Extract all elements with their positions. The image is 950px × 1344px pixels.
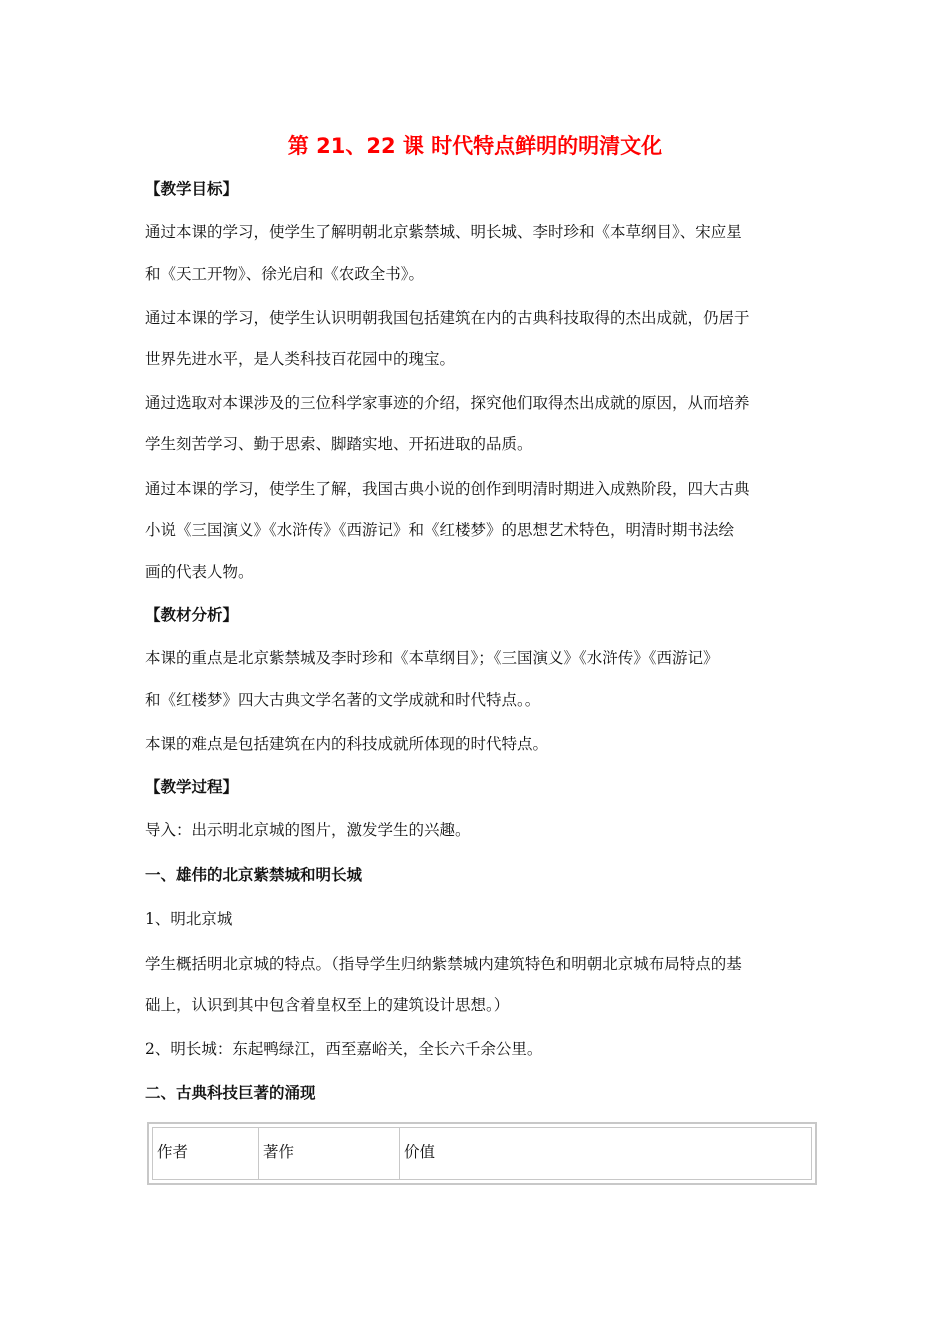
process-heading: 【教学过程】 xyxy=(145,778,239,796)
goals-line: 学生刻苦学习、勤于思索、脚踏实地、开拓进取的品质。 xyxy=(145,435,533,453)
table-header-author: 作者 xyxy=(153,1128,259,1179)
part1-heading: 一、雄伟的北京紫禁城和明长城 xyxy=(145,866,363,884)
part1-line: 础上，认识到其中包含着皇权至上的建筑设计思想。） xyxy=(145,996,510,1014)
analysis-line: 本课的难点是包括建筑在内的科技成就所体现的时代特点。 xyxy=(145,735,549,753)
goals-line: 通过本课的学习，使学生了解明朝北京紫禁城、明长城、李时珍和《本草纲目》、宋应星 xyxy=(145,223,742,241)
works-table xyxy=(147,1122,817,1185)
goals-line: 世界先进水平，是人类科技百花园中的瑰宝。 xyxy=(145,350,456,368)
analysis-heading: 【教材分析】 xyxy=(145,606,239,624)
page-title: 第 21、22 课 时代特点鲜明的明清文化 xyxy=(287,134,663,158)
analysis-line: 和《红楼梦》四大古典文学名著的文学成就和时代特点。。 xyxy=(145,691,541,709)
part1-line: 学生概括明北京城的特点。（指导学生归纳紫禁城内建筑特色和明朝北京城布局特点的基 xyxy=(145,955,742,973)
table-header-row xyxy=(152,1127,812,1180)
analysis-line: 本课的重点是北京紫禁城及李时珍和《本草纲目》；《三国演义》《水浒传》《西游记》 xyxy=(145,649,719,667)
table-header-value: 价值 xyxy=(404,1143,436,1161)
goals-line: 通过选取对本课涉及的三位科学家事迹的介绍，探究他们取得杰出成就的原因，从而培养 xyxy=(145,394,750,412)
part1-subheading: 2、明长城：东起鸭绿江，西至嘉峪关，全长六千余公里。 xyxy=(145,1040,543,1058)
table-header-work: 著作 xyxy=(259,1128,400,1179)
goals-heading: 【教学目标】 xyxy=(145,180,239,198)
intro-line: 导入：出示明北京城的图片，激发学生的兴趣。 xyxy=(145,821,471,839)
goals-line: 画的代表人物。 xyxy=(145,563,254,581)
part1-subheading: 1、明北京城 xyxy=(145,910,233,928)
goals-line: 小说《三国演义》《水浒传》《西游记》和《红楼梦》的思想艺术特色，明清时期书法绘 xyxy=(145,521,735,539)
goals-line: 通过本课的学习，使学生认识明朝我国包括建筑在内的古典科技取得的杰出成就，仍居于 xyxy=(145,309,750,327)
part2-heading: 二、古典科技巨著的涌现 xyxy=(145,1084,316,1102)
goals-line: 通过本课的学习，使学生了解，我国古典小说的创作到明清时期进入成熟阶段，四大古典 xyxy=(145,480,750,498)
goals-line: 和《天工开物》、徐光启和《农政全书》。 xyxy=(145,265,425,283)
